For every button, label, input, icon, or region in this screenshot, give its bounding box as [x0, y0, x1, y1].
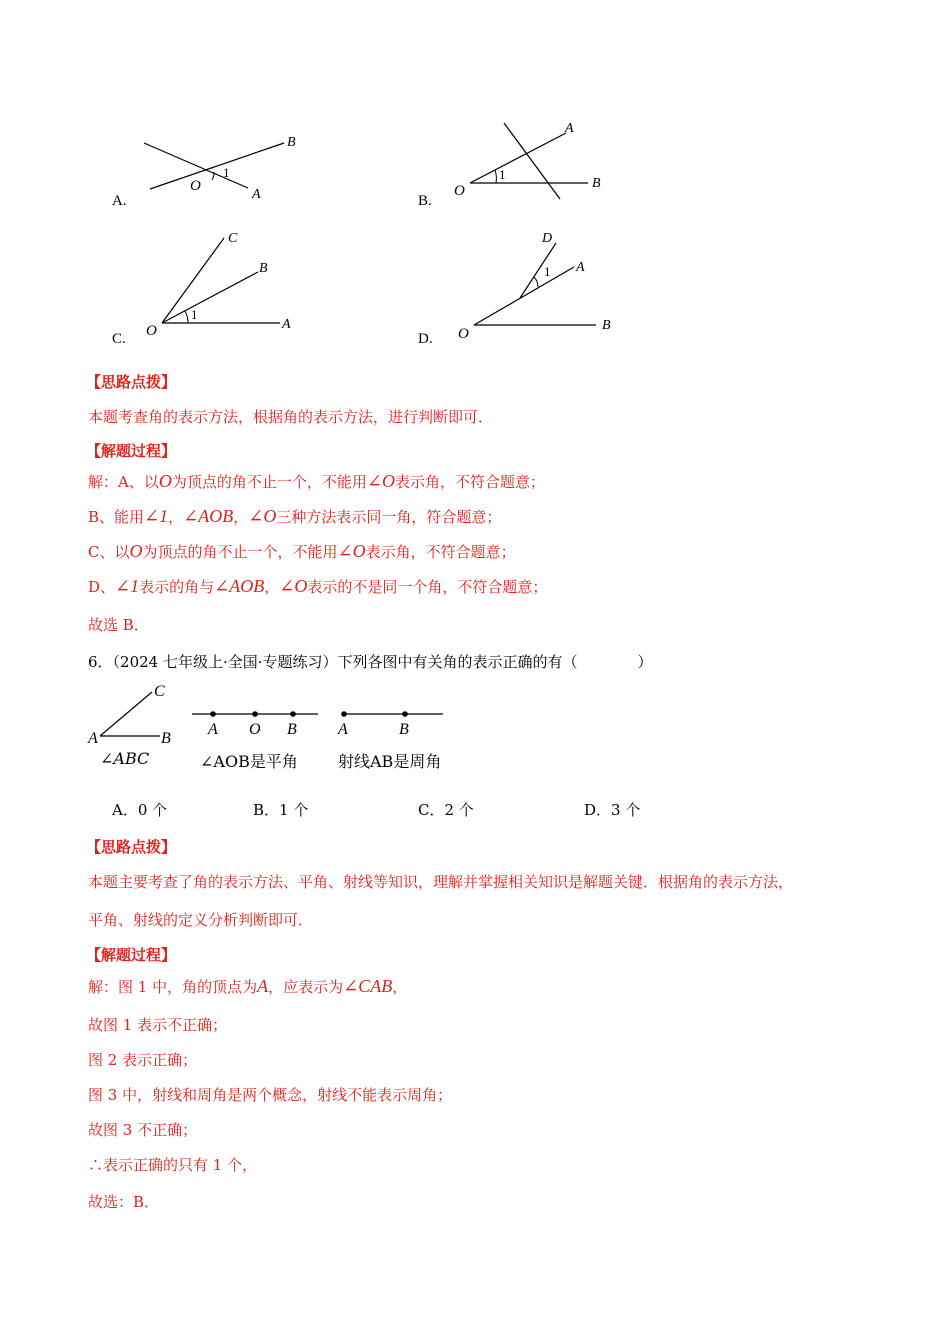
q5-hint-heading: 【思路点拨】	[86, 373, 177, 391]
label-b: B	[602, 318, 611, 333]
label-d: D	[542, 231, 553, 246]
figure-c	[100, 225, 320, 350]
label-1: 1	[191, 307, 198, 322]
q5-solution-line-2: B、能用∠1，∠AOB，∠O三种方法表示同一角，符合题意；	[88, 506, 502, 526]
label-a: A	[576, 260, 585, 275]
line-ob	[150, 143, 284, 189]
q5-solution-line-4: D、∠1表示的角与∠AOB，∠O表示的不是同一个角，不符合题意；	[88, 576, 548, 596]
point-a	[341, 711, 347, 717]
angle-arc	[534, 277, 538, 287]
q6-solution-heading: 【解题过程】	[86, 946, 177, 964]
q6-solution-line-3: 图 2 表示正确；	[88, 1051, 198, 1069]
label-1: 1	[499, 167, 506, 182]
option-label: C.	[112, 331, 126, 347]
point-b	[402, 711, 408, 717]
angle-arc	[185, 311, 188, 323]
point-b	[290, 711, 296, 717]
label-a: A	[282, 317, 291, 332]
label-b: B	[287, 721, 297, 738]
label-o: O	[146, 323, 157, 339]
q6-option-a: A．0 个	[112, 801, 168, 819]
line-ob	[162, 272, 258, 323]
q6-solution-line-5: 故图 3 不正确；	[88, 1121, 198, 1139]
label-1: 1	[544, 264, 551, 279]
q6-figure-1-caption: ∠ABC	[100, 749, 150, 768]
label-c: C	[154, 683, 165, 700]
q6-hint-line-2: 平角、射线的定义分析判断即可．	[88, 911, 314, 929]
label-b: B	[259, 261, 268, 276]
line-oa	[470, 133, 566, 183]
q6-stem: 6．（2024 七年级上·全国·专题练习）下列各图中有关角的表示正确的有（ ）	[88, 653, 653, 671]
q5-solution-line-5: 故选 B．	[88, 616, 149, 634]
q6-solution-line-1: 解：图 1 中，角的顶点为A，应表示为∠CAB，	[88, 976, 408, 996]
q6-figure-2	[190, 700, 325, 740]
label-a: A	[208, 721, 218, 738]
option-label: A.	[112, 193, 127, 209]
q5-solution-heading: 【解题过程】	[86, 442, 177, 460]
q6-option-c: C．2 个	[418, 801, 474, 819]
q6-solution-line-2: 故图 1 表示不正确；	[88, 1016, 228, 1034]
point-o	[252, 711, 258, 717]
q6-figure-1	[86, 680, 196, 745]
ray-ac	[100, 692, 152, 736]
line-d	[520, 243, 556, 298]
label-a: A	[338, 721, 348, 738]
figure-d	[410, 225, 640, 350]
label-1: 1	[223, 165, 230, 180]
point-a	[210, 711, 216, 717]
label-b: B	[161, 730, 171, 747]
label-b: B	[287, 135, 296, 150]
label-o: O	[190, 178, 201, 194]
label-a: A	[88, 730, 98, 747]
q5-hint-text: 本题考查角的表示方法，根据角的表示方法，进行判断即可．	[88, 408, 494, 426]
label-o: O	[458, 326, 469, 342]
option-label: B.	[418, 193, 432, 209]
q6-hint-heading: 【思路点拨】	[86, 838, 177, 856]
figure-b	[410, 115, 630, 215]
q6-option-d: D．3 个	[584, 801, 641, 819]
label-o: O	[454, 183, 465, 199]
figure-a	[100, 125, 330, 220]
label-c: C	[228, 231, 238, 246]
label-o: O	[249, 721, 261, 738]
q6-solution-line-4: 图 3 中，射线和周角是两个概念，射线不能表示周角；	[88, 1086, 453, 1104]
label-b: B	[399, 721, 409, 738]
q6-hint-line-1: 本题主要考查了角的表示方法、平角、射线等知识，理解并掌握相关知识是解题关键．根据角的表示方法，	[88, 873, 794, 891]
label-a: A	[565, 121, 574, 136]
label-a: A	[252, 187, 261, 202]
q6-solution-line-7: 故选：B．	[88, 1193, 160, 1211]
line-oa	[474, 267, 574, 325]
q6-figure-2-caption: ∠AOB是平角	[200, 752, 298, 771]
q5-solution-line-3: C、以O为顶点的角不止一个，不能用∠O表示角，不符合题意；	[88, 541, 516, 561]
q5-solution-line-1: 解：A、以O为顶点的角不止一个，不能用∠O表示角，不符合题意；	[88, 471, 545, 491]
q6-option-b: B．1 个	[253, 801, 309, 819]
label-b: B	[592, 176, 601, 191]
q6-figure-3-caption: 射线AB是周角	[338, 752, 442, 771]
q6-figure-3	[335, 700, 450, 740]
angle-arc	[495, 170, 496, 183]
q6-solution-line-6: ∴表示正确的只有 1 个，	[88, 1156, 258, 1174]
option-label: D.	[418, 331, 433, 347]
